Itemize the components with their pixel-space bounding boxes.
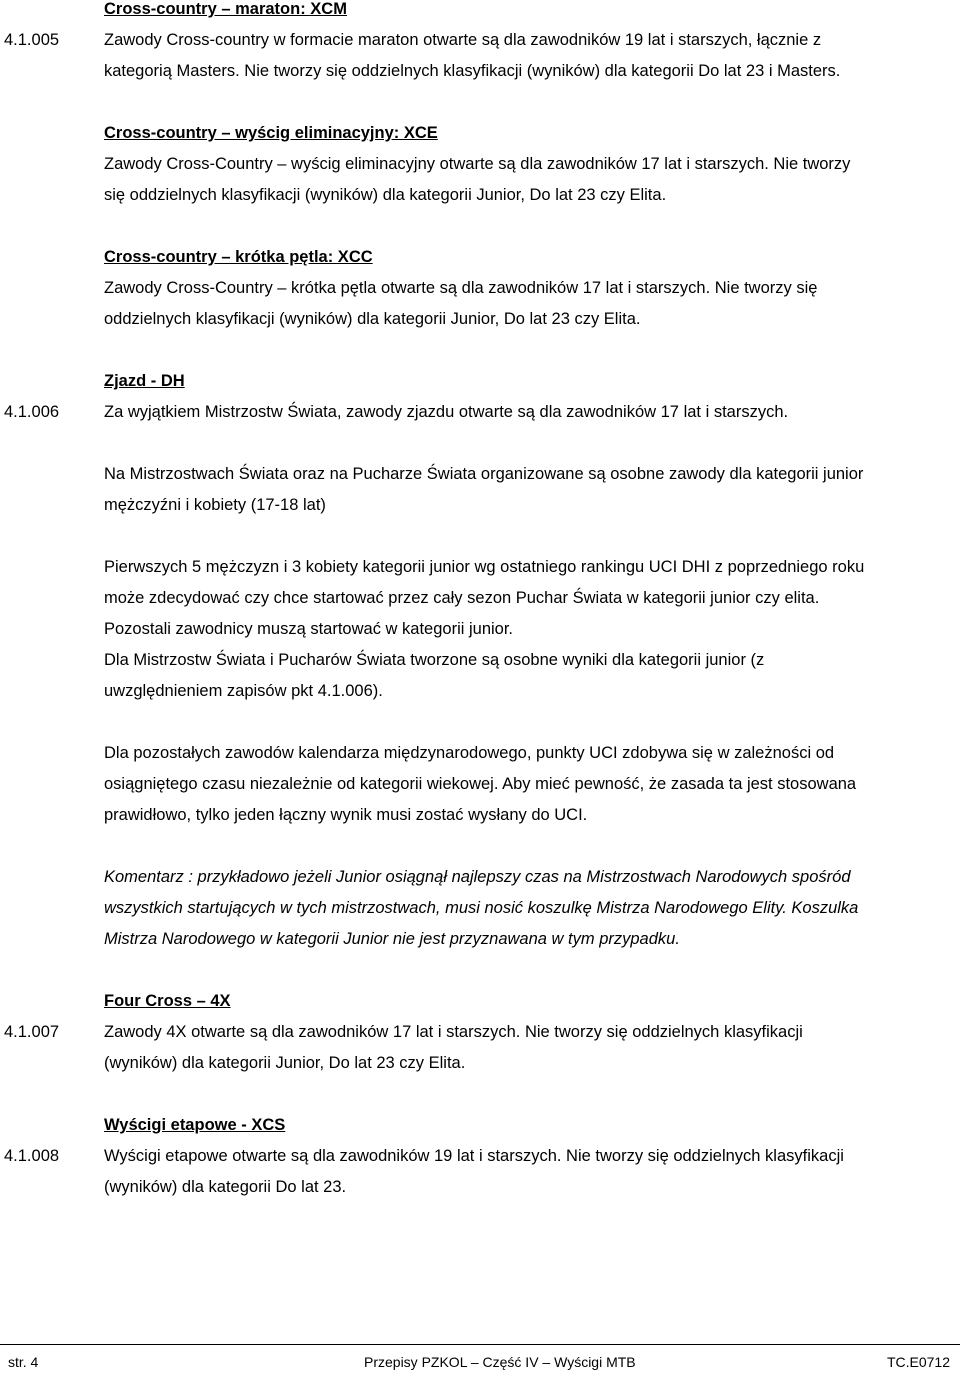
comment-line: Komentarz : przykładowo jeżeli Junior osiągnął najlepszy czas na Mistrzostwach Narodowych spośród: [104, 868, 851, 886]
section-number-4-1-006: 4.1.006: [4, 403, 60, 421]
paragraph-line: Wyścigi etapowe otwarte są dla zawodników 19 lat i starszych. Nie tworzy się oddzielnych klasyfikacji: [104, 1147, 844, 1165]
paragraph-line: (wyników) dla kategorii Junior, Do lat 23 czy Elita.: [104, 1054, 466, 1072]
paragraph-line: Dla pozostałych zawodów kalendarza międzynarodowego, punkty UCI zdobywa się w zależności od: [104, 744, 835, 762]
heading-xcc: Cross-country – krótka pętla: XCC: [104, 248, 373, 266]
comment-line: wszystkich startujących w tych mistrzostwach, musi nosić koszulkę Mistrza Narodowego Elity. Koszulka: [104, 899, 859, 917]
paragraph-line: Pozostali zawodnicy muszą startować w kategorii junior.: [104, 620, 514, 638]
footer-divider: [0, 1344, 960, 1345]
paragraph-line: mężczyźni i kobiety (17-18 lat): [104, 496, 326, 514]
paragraph-line: Pierwszych 5 mężczyzn i 3 kobiety kategorii junior wg ostatniego rankingu UCI DHI z poprzedniego roku: [104, 558, 865, 576]
heading-xcm: Cross-country – maraton: XCM: [104, 0, 347, 18]
footer-code: TC.E0712: [886, 1354, 950, 1370]
footer-page-number: str. 4: [8, 1354, 39, 1370]
paragraph-line: Zawody Cross-country w formacie maraton otwarte są dla zawodników 19 lat i starszych, łącznie z: [104, 31, 822, 49]
section-number-4-1-007: 4.1.007: [4, 1023, 60, 1041]
paragraph-line: kategorią Masters. Nie tworzy się oddzielnych klasyfikacji (wyników) dla kategorii Do lat 23 i Masters.: [104, 62, 841, 80]
footer-title: Przepisy PZKOL – Część IV – Wyścigi MTB: [364, 1354, 636, 1370]
paragraph-line: oddzielnych klasyfikacji (wyników) dla kategorii Junior, Do lat 23 czy Elita.: [104, 310, 641, 328]
paragraph-line: Zawody Cross-Country – wyścig eliminacyjny otwarte są dla zawodników 17 lat i starszych. Nie tworzy: [104, 155, 851, 173]
section-number-4-1-008: 4.1.008: [4, 1147, 60, 1165]
paragraph-line: się oddzielnych klasyfikacji (wyników) dla kategorii Junior, Do lat 23 czy Elita.: [104, 186, 667, 204]
paragraph-line: (wyników) dla kategorii Do lat 23.: [104, 1178, 347, 1196]
heading-dh: Zjazd - DH: [104, 372, 185, 390]
paragraph-line: osiągniętego czasu niezależnie od kategorii wiekowej. Aby mieć pewność, że zasada ta jest stosowana: [104, 775, 857, 793]
paragraph-line: Na Mistrzostwach Świata oraz na Pucharze Świata organizowane są osobne zawody dla kategorii junior: [104, 465, 864, 483]
paragraph-line: uwzględnieniem zapisów pkt 4.1.006).: [104, 682, 383, 700]
section-number-4-1-005: 4.1.005: [4, 31, 60, 49]
heading-four-cross: Four Cross – 4X: [104, 992, 231, 1010]
paragraph-line: Zawody Cross-Country – krótka pętla otwarte są dla zawodników 17 lat i starszych. Nie tworzy się: [104, 279, 818, 297]
paragraph-line: Za wyjątkiem Mistrzostw Świata, zawody zjazdu otwarte są dla zawodników 17 lat i starszych.: [104, 403, 789, 421]
paragraph-line: Zawody 4X otwarte są dla zawodników 17 lat i starszych. Nie tworzy się oddzielnych klasyfikacji: [104, 1023, 803, 1041]
comment-line: Mistrza Narodowego w kategorii Junior nie jest przyznawana w tym przypadku.: [104, 930, 680, 948]
paragraph-line: może zdecydować czy chce startować przez cały sezon Puchar Świata w kategorii junior czy elita.: [104, 589, 820, 607]
heading-xcs: Wyścigi etapowe - XCS: [104, 1116, 286, 1134]
paragraph-line: Dla Mistrzostw Świata i Pucharów Świata tworzone są osobne wyniki dla kategorii junior (z: [104, 651, 765, 669]
heading-xce: Cross-country – wyścig eliminacyjny: XCE: [104, 124, 438, 142]
paragraph-line: prawidłowo, tylko jeden łączny wynik musi zostać wysłany do UCI.: [104, 806, 588, 824]
